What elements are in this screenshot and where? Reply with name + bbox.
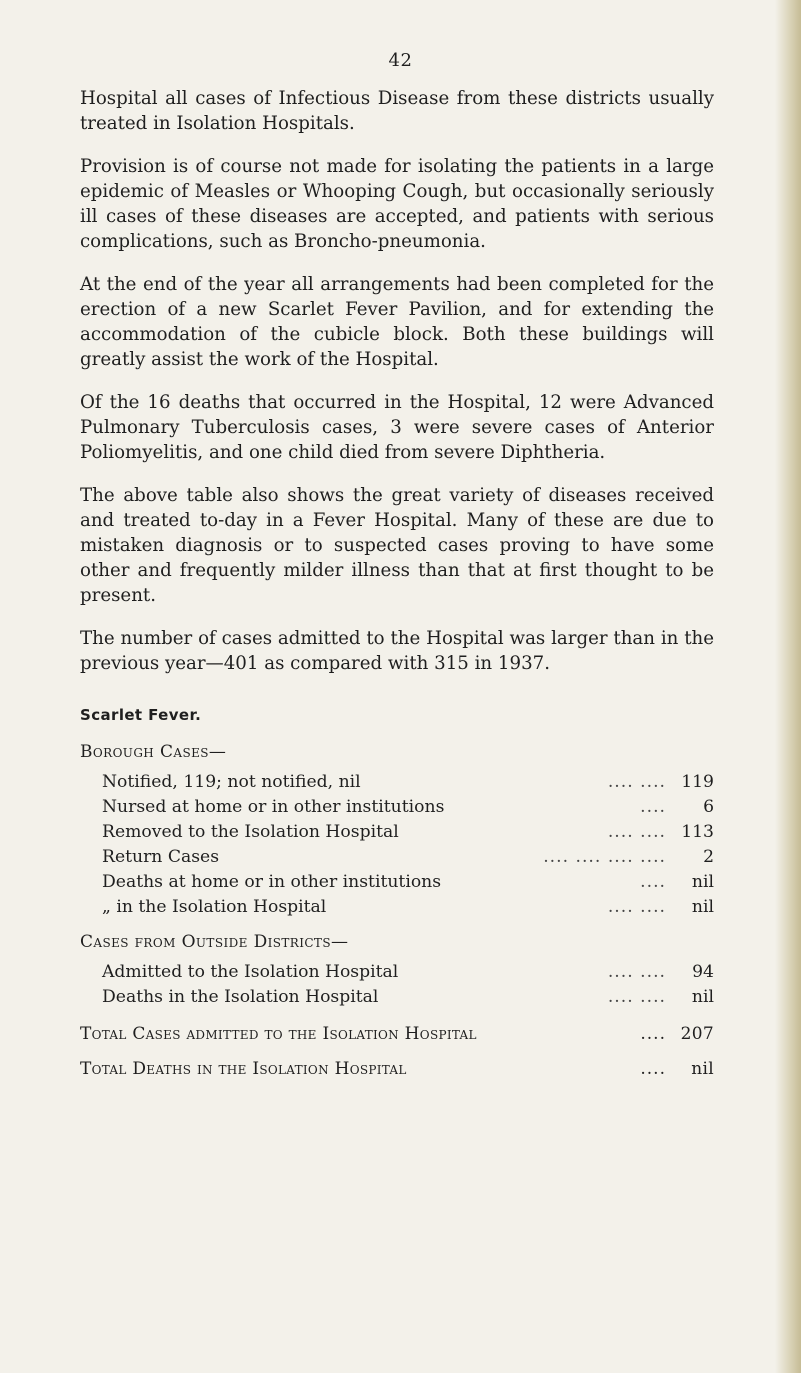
paragraph-deaths: Of the 16 deaths that occurred in the Hospital, 12 were Advanced Pulmonary Tuberculosis cases, 3 were severe cases of Anterior Poliomyelitis, and one child died from severe Diphtheria. <box>80 392 714 463</box>
row-label: Admitted to the Isolation Hospital <box>102 962 399 982</box>
leader-dots: .... <box>640 1059 666 1079</box>
leader-dots: .... .... <box>607 822 666 842</box>
page-edge-shadow <box>775 0 801 1373</box>
outside-districts-table <box>80 960 714 1010</box>
row-value: 2 <box>703 847 714 867</box>
page-content <box>80 86 714 1092</box>
borough-cases-table <box>80 770 714 920</box>
paragraph-admissions: The number of cases admitted to the Hospital was larger than in the previous year—401 as compared with 315 in 1937. <box>80 628 714 674</box>
table-row <box>102 795 714 820</box>
table-row <box>102 770 714 795</box>
leader-dots: .... .... <box>607 897 666 917</box>
leader-dots: .... .... <box>607 772 666 792</box>
row-label: Return Cases <box>102 847 220 867</box>
outside-districts-heading: Cases from Outside Districts— <box>80 932 349 952</box>
total-cases-value: 207 <box>680 1024 714 1044</box>
row-label: Nursed at home or in other institutions <box>102 797 445 817</box>
leader-dots: .... <box>640 797 666 817</box>
paragraph-arrangements: At the end of the year all arrangements had been completed for the erection of a new Scarlet Fever Pavilion, and for extending the accommodation of the cubicle block. Both these buildings will greatly assist the work of the Hospital. <box>80 274 714 370</box>
row-value: nil <box>691 872 714 892</box>
table-row <box>102 820 714 845</box>
total-cases-label: Total Cases admitted to the Isolation Hospital <box>80 1024 477 1044</box>
row-label: Deaths in the Isolation Hospital <box>102 987 379 1007</box>
row-label: Removed to the Isolation Hospital <box>102 822 399 842</box>
table-row <box>102 895 714 920</box>
paragraph-isolation-cases: Hospital all cases of Infectious Disease from these districts usually treated in Isolation Hospitals. <box>80 88 714 134</box>
total-deaths-row <box>80 1057 714 1082</box>
row-label: Notified, 119; not notified, nil <box>102 772 361 792</box>
row-value: 113 <box>681 822 714 842</box>
table-row <box>102 870 714 895</box>
row-value: 119 <box>681 772 714 792</box>
table-row <box>102 985 714 1010</box>
paragraph-variety: The above table also shows the great variety of diseases received and treated to-day in a Fever Hospital. Many of these are due to mistaken diagnosis or to suspected cases proving to have some other and frequently milder illness than that at first thought to be present. <box>80 485 714 606</box>
leader-dots: .... <box>640 1024 666 1044</box>
leader-dots: .... <box>640 872 666 892</box>
section-title-scarlet-fever: Scarlet Fever. <box>80 706 202 724</box>
table-row <box>102 960 714 985</box>
table-row <box>102 845 714 870</box>
borough-cases-heading: Borough Cases— <box>80 742 227 762</box>
row-value: nil <box>691 897 714 917</box>
leader-dots: .... .... <box>607 962 666 982</box>
leader-dots: .... .... <box>607 987 666 1007</box>
total-cases-row <box>80 1022 714 1047</box>
total-deaths-label: Total Deaths in the Isolation Hospital <box>80 1059 407 1079</box>
leader-dots: .... .... .... .... <box>543 847 666 867</box>
page-number: 42 <box>388 50 413 71</box>
paragraph-provision: Provision is of course not made for isolating the patients in a large epidemic of Measles or Whooping Cough, but occasionally seriously ill cases of these diseases are accepted, and patients with serious complications, such as Broncho-pneumonia. <box>80 156 714 252</box>
row-label: Deaths at home or in other institutions <box>102 872 442 892</box>
row-value: 94 <box>692 962 714 982</box>
row-label: „ in the Isolation Hospital <box>102 897 327 917</box>
row-value: nil <box>691 987 714 1007</box>
row-value: 6 <box>703 797 714 817</box>
total-deaths-value: nil <box>691 1059 714 1079</box>
